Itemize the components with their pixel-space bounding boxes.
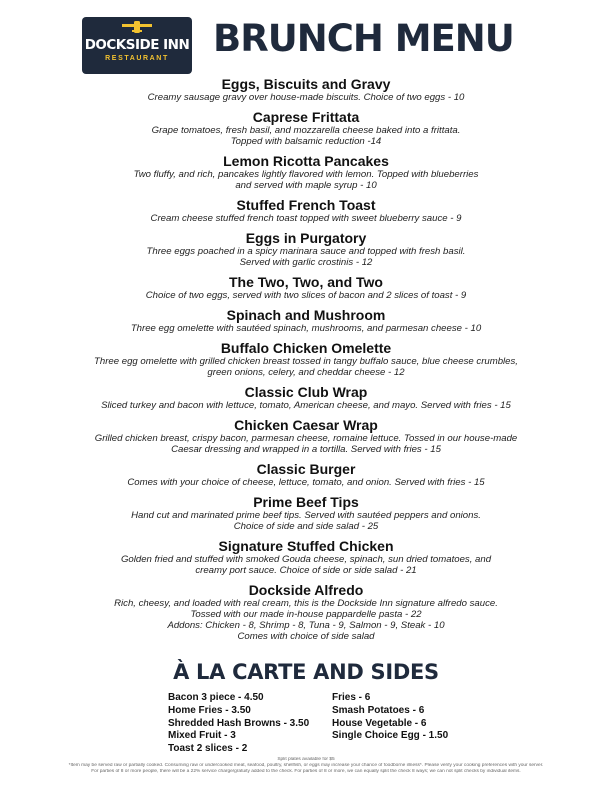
menu-item-description: Grilled chicken breast, crispy bacon, parmesan cheese, romaine lettuce. Tossed in our house-made bbox=[94, 433, 518, 444]
logo-subtitle: RESTAURANT bbox=[105, 55, 169, 63]
restaurant-logo bbox=[82, 17, 192, 74]
side-item: Single Choice Egg - 1.50 bbox=[332, 730, 449, 742]
menu-item-description: Comes with your choice of cheese, lettuce, tomato, and onion. Served with fries - 15 bbox=[127, 477, 485, 488]
menu-item-description: Three eggs poached in a spicy marinara sauce and topped with fresh basil. bbox=[146, 246, 466, 257]
side-item: House Vegetable - 6 bbox=[332, 717, 427, 729]
sides-left-column bbox=[168, 692, 309, 756]
menu-item-description: Creamy sausage gravy over house-made biscuits. Choice of two eggs - 10 bbox=[147, 92, 465, 103]
sides-title: À LA CARTE AND SIDES bbox=[173, 660, 439, 684]
menu-item-description: Tossed with our made in-house pappardelle pasta - 22 bbox=[190, 609, 422, 620]
menu-item-description: Cream cheese stuffed french toast topped with sweet blueberry sauce - 9 bbox=[150, 213, 462, 224]
menu-item bbox=[40, 109, 572, 147]
menu-item bbox=[40, 538, 572, 576]
menu-item bbox=[40, 197, 572, 224]
menu-item-description: green onions, celery, and cheddar cheese - 12 bbox=[207, 367, 405, 378]
menu-item-name: Classic Club Wrap bbox=[244, 384, 368, 400]
menu-item bbox=[40, 340, 572, 378]
fine-print-gratuity: For parties of 8 or more people, there will be a 22% service charge/gratuity added to the check. For parties of 8 or more, we can equally split the check 8 ways; we can not split checks by individual items. bbox=[91, 769, 521, 774]
menu-item bbox=[40, 76, 572, 103]
menu-item-name: Buffalo Chicken Omelette bbox=[220, 340, 392, 356]
side-item: Fries - 6 bbox=[332, 692, 371, 703]
menu-item-description: Served with garlic crostinis - 12 bbox=[239, 257, 373, 268]
menu-item-description: Caesar dressing and wrapped in a tortilla. Served with fries - 15 bbox=[171, 444, 441, 455]
menu-item-description: creamy port sauce. Choice of side or side salad - 21 bbox=[195, 565, 417, 576]
menu-item-description: Golden fried and stuffed with smoked Gouda cheese, spinach, sun dried tomatoes, and bbox=[120, 554, 492, 565]
menu-item-name: Eggs, Biscuits and Gravy bbox=[221, 76, 391, 92]
side-item: Shredded Hash Browns - 3.50 bbox=[168, 717, 310, 729]
menu-item-name: Prime Beef Tips bbox=[253, 494, 359, 510]
menu-item bbox=[40, 582, 572, 642]
airplane-icon bbox=[122, 21, 152, 33]
menu-item-name: Dockside Alfredo bbox=[248, 582, 364, 598]
menu-item-description: Three egg omelette with grilled chicken breast tossed in tangy buffalo sauce, blue cheese crumbles, bbox=[94, 356, 518, 367]
side-item: Mixed Fruit - 3 bbox=[168, 730, 236, 742]
menu-item-name: Signature Stuffed Chicken bbox=[218, 538, 394, 554]
logo-name: DOCKSIDE INN bbox=[84, 36, 190, 53]
menu-item-description: Addons: Chicken - 8, Shrimp - 8, Tuna - 9, Salmon - 9, Steak - 10 bbox=[167, 620, 445, 631]
sides-right-column bbox=[332, 692, 448, 743]
menu-item-name: Spinach and Mushroom bbox=[226, 307, 386, 323]
menu-item-description: Topped with balsamic reduction -14 bbox=[230, 136, 382, 147]
side-item: Bacon 3 piece - 4.50 bbox=[168, 692, 264, 703]
menu-item-description: Choice of two eggs, served with two slices of bacon and 2 slices of toast - 9 bbox=[145, 290, 467, 301]
menu-item-description: Three egg omelette with sautéed spinach, mushrooms, and parmesan cheese - 10 bbox=[130, 323, 482, 334]
menu-item bbox=[40, 494, 572, 532]
menu-item bbox=[40, 230, 572, 268]
menu-item-description: Rich, cheesy, and loaded with real cream, this is the Dockside Inn signature alfredo sauce. bbox=[114, 598, 498, 609]
menu-item bbox=[40, 307, 572, 334]
menu-item-description: and served with maple syrup - 10 bbox=[235, 180, 377, 191]
menu-item bbox=[40, 153, 572, 191]
fine-print-raw-warning: *Item may be served raw or partially cooked. Consuming raw or undercooked meat, seafood, poultry, shellfish, or eggs may increase your chance of foodborne illness*. Please verify your cooking preferences with your server. bbox=[68, 763, 544, 768]
side-item: Toast 2 slices - 2 bbox=[168, 743, 248, 755]
side-item: Home Fries - 3.50 bbox=[168, 704, 251, 716]
fine-print-split: Split plates available for $5 bbox=[277, 757, 335, 762]
menu-item bbox=[40, 384, 572, 411]
menu-item-name: Stuffed French Toast bbox=[236, 197, 376, 213]
menu-item-name: Chicken Caesar Wrap bbox=[234, 417, 378, 433]
menu-item-description: Comes with choice of side salad bbox=[237, 631, 375, 642]
menu-item-description: Hand cut and marinated prime beef tips. Served with sautéed peppers and onions. bbox=[131, 510, 481, 521]
menu-item-name: The Two, Two, and Two bbox=[229, 274, 383, 290]
menu-item bbox=[40, 461, 572, 488]
menu-item-description: Sliced turkey and bacon with lettuce, tomato, American cheese, and mayo. Served with fries - 15 bbox=[101, 400, 511, 411]
menu-item-name: Caprese Frittata bbox=[252, 109, 360, 125]
side-item: Smash Potatoes - 6 bbox=[332, 704, 425, 716]
menu-item-name: Classic Burger bbox=[256, 461, 356, 477]
menu-item bbox=[40, 417, 572, 455]
menu-item-description: Two fluffy, and rich, pancakes lightly flavored with lemon. Topped with blueberries bbox=[133, 169, 479, 180]
page-title: BRUNCH MENU bbox=[213, 17, 514, 60]
menu-item-name: Eggs in Purgatory bbox=[245, 230, 367, 246]
menu-item-name: Lemon Ricotta Pancakes bbox=[223, 153, 389, 169]
menu-item-description: Grape tomatoes, fresh basil, and mozzarella cheese baked into a frittata. bbox=[151, 125, 461, 136]
menu-item-description: Choice of side and side salad - 25 bbox=[233, 521, 379, 532]
menu-list bbox=[40, 76, 572, 648]
menu-item bbox=[40, 274, 572, 301]
